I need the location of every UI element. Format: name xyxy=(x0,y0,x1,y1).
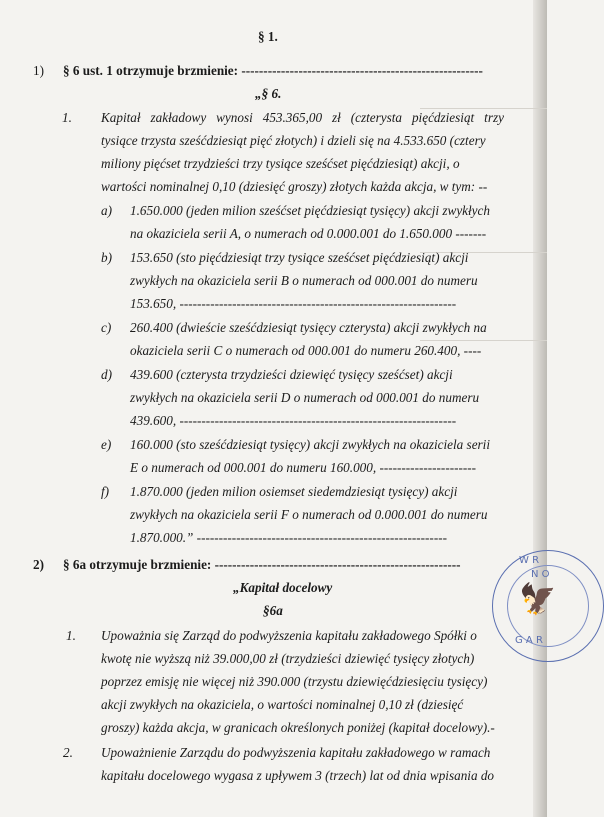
seal-text-top: W R xyxy=(519,555,540,566)
item1-intro: § 6 ust. 1 otrzymuje brzmienie: ------------------------------------------------------- xyxy=(63,63,483,78)
sub-item-line: zwykłych na okaziciela serii F o numerach od 0.000.001 do numeru xyxy=(130,507,488,522)
paragraph-line: poprzez emisję nie więcej niż 390.000 (trzystu dziewięćdziesięciu tysięcy) xyxy=(101,674,488,689)
item2-intro: § 6a otrzymuje brzmienie: -------------------------------------------------------- xyxy=(63,557,461,572)
paragraph-line: Upoważnia się Zarząd do podwyższenia kapitału zakładowego Spółki o xyxy=(101,628,477,643)
sub-item-line: 1.870.000.” --------------------------------------------------------- xyxy=(130,530,447,545)
sub-item-line: 153.650 (sto pięćdziesiąt trzy tysiące sześćset pięćdziesiąt) akcji xyxy=(130,250,469,265)
sub-item-line: 260.400 (dwieście sześćdziesiąt tysięcy czterysta) akcji zwykłych na xyxy=(130,320,487,335)
item1-number: 1) xyxy=(33,63,44,78)
sub-item-line: 1.870.000 (jeden milion osiemset siedemdziesiąt tysięcy) akcji xyxy=(130,484,458,499)
sub-item-letter: b) xyxy=(101,250,112,265)
sub-item-line: na okaziciela serii A, o numerach od 0.000.001 do 1.650.000 ------- xyxy=(130,226,487,241)
paragraph-line: Upoważnienie Zarządu do podwyższenia kapitału zakładowego w ramach xyxy=(101,745,491,760)
paragraph-line: tysiące trzysta sześćdziesiąt pięć złotych) i dzieli się na 4.533.650 (cztery xyxy=(101,133,486,148)
sub-item-letter: e) xyxy=(101,437,112,452)
sub-item-line: 1.650.000 (jeden milion sześćset pięćdziesiąt tysięcy) akcji zwykłych xyxy=(130,203,490,218)
sub-item-line: zwykłych na okaziciela serii D o numerach od 000.001 do numeru xyxy=(130,390,480,405)
sub-item-line: E o numerach od 000.001 do numeru 160.000, ---------------------- xyxy=(130,460,477,475)
paragraph-line: kwotę nie wyższą niż 39.000,00 zł (trzydzieści dziewięć tysięcy złotych) xyxy=(101,651,475,666)
seal-text-bottom: G A R xyxy=(515,635,543,646)
sub-item-line: okaziciela serii C o numerach od 000.001 do numeru 260.400, ---- xyxy=(130,343,482,358)
paragraph-line: wartości nominalnej 0,10 (dziesięć groszy) złotych każda akcja, w tym: -- xyxy=(101,179,488,194)
sub-item-line: 153.650, --------------------------------------------------------------- xyxy=(130,296,457,311)
page-edge-shadow xyxy=(533,0,547,817)
paragraph-line: miliony pięćset trzydzieści trzy tysiące sześćset pięćdziesiąt) akcji, o xyxy=(101,156,460,171)
bleed-through-line xyxy=(420,108,547,109)
paragraph-line: Kapitał zakładowy wynosi 453.365,00 zł (czterysta pięćdziesiąt trzy xyxy=(101,110,504,125)
seal-text-right: N O xyxy=(531,569,550,580)
sub-item-letter: a) xyxy=(101,203,112,218)
paragraph-line: groszy) każda akcja, w granicach określonych poniżej (kapitał docelowy).- xyxy=(101,720,495,735)
item1-title: „§ 6. xyxy=(255,86,282,101)
sub-item-letter: f) xyxy=(101,484,110,499)
sub-item-line: zwykłych na okaziciela serii B o numerach od 000.001 do numeru xyxy=(130,273,478,288)
paragraph-line: kapitału docelowego wygasa z upływem 3 (trzech) lat od dnia wpisania do xyxy=(101,768,495,783)
sub-item-line: 439.600 (czterysta trzydzieści dziewięć tysięcy sześćset) akcji xyxy=(130,367,453,382)
item2-number: 2) xyxy=(33,557,44,572)
bleed-through-line xyxy=(420,340,547,341)
paragraph-line: akcji zwykłych na okaziciela, o wartości nominalnej 0,10 zł (dziesięć xyxy=(101,697,464,712)
official-seal xyxy=(492,550,604,662)
paragraph-number: 1. xyxy=(66,628,76,643)
sub-item-letter: d) xyxy=(101,367,112,382)
paragraph-number: 1. xyxy=(62,110,72,125)
paragraph-number: 2. xyxy=(63,745,73,760)
item2-subtitle: §6a xyxy=(263,603,283,618)
item2-title: „Kapitał docelowy xyxy=(233,580,333,595)
sub-item-line: 160.000 (sto sześćdziesiąt tysięcy) akcji zwykłych na okaziciela serii xyxy=(130,437,491,452)
section-heading: § 1. xyxy=(258,29,278,44)
eagle-icon: 🦅 xyxy=(519,583,557,616)
sub-item-letter: c) xyxy=(101,320,112,335)
sub-item-line: 439.600, --------------------------------------------------------------- xyxy=(130,413,457,428)
